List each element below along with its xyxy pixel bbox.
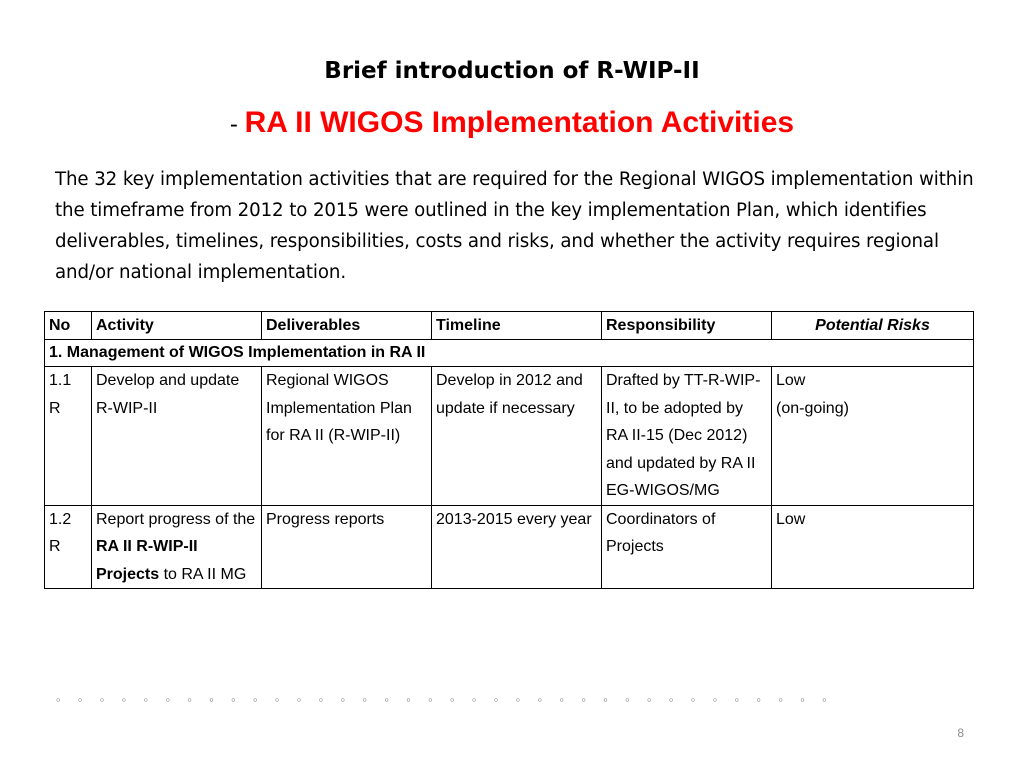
header-deliverables: Deliverables (262, 312, 432, 340)
subtitle-text: RA II WIGOS Implementation Activities (244, 106, 795, 139)
section-row (45, 340, 974, 367)
activity-text-pre: Report progress of the (96, 510, 256, 528)
activity-text-bold: RA II R-WIP-II Projects (96, 538, 198, 583)
slide-subtitle (0, 103, 1024, 145)
cell-deliverables: Progress reports (262, 505, 432, 589)
risk-level: Low (776, 372, 806, 389)
cell-deliverables: Regional WIGOS Implementation Plan for RA II (R-WIP-II) (262, 367, 432, 506)
dotted-divider: ◦◦◦◦◦◦◦◦◦◦◦◦◦◦◦◦◦◦◦◦◦◦◦◦◦◦◦◦◦◦◦◦◦◦◦◦ (55, 694, 843, 707)
activity-text-post: to RA II MG (159, 565, 247, 583)
table-row (45, 505, 974, 589)
page-number: 8 (957, 726, 964, 740)
slide-title: Brief introduction of R-WIP-II (324, 58, 700, 84)
subtitle-dash: - (229, 111, 245, 138)
cell-responsibility: Coordinators of Projects (602, 505, 772, 589)
cell-responsibility: Drafted by TT-R-WIP-II, to be adopted by RA II-15 (Dec 2012) and updated by RA II EG-WIGOS/MG (602, 367, 772, 506)
activities-table (44, 311, 974, 589)
cell-activity: Develop and update R-WIP-II (92, 367, 262, 506)
cell-activity (92, 505, 262, 589)
risk-note: (on-going) (776, 399, 849, 417)
cell-timeline: 2013-2015 every year (432, 505, 602, 589)
cell-no: 1.1 R (45, 367, 92, 506)
section-title: 1. Management of WIGOS Implementation in RA II (45, 340, 974, 367)
table-header-row (45, 312, 974, 340)
header-potential-risks: Potential Risks (772, 312, 974, 340)
header-timeline: Timeline (432, 312, 602, 340)
header-no: No (45, 312, 92, 340)
header-activity: Activity (92, 312, 262, 340)
cell-timeline: Develop in 2012 and update if necessary (432, 367, 602, 506)
header-responsibility: Responsibility (602, 312, 772, 340)
cell-no: 1.2 R (45, 505, 92, 589)
table-row (45, 367, 974, 506)
cell-risks (772, 367, 974, 506)
cell-risks: Low (772, 505, 974, 589)
intro-paragraph: The 32 key implementation activities that are required for the Regional WIGOS implementation within the timeframe from 2012 to 2015 were outlined in the key implementation Plan, which identifies deliverables, timelines, responsibilities, costs and risks, and whether the activity requires regional and/or national implementation. (55, 169, 974, 283)
